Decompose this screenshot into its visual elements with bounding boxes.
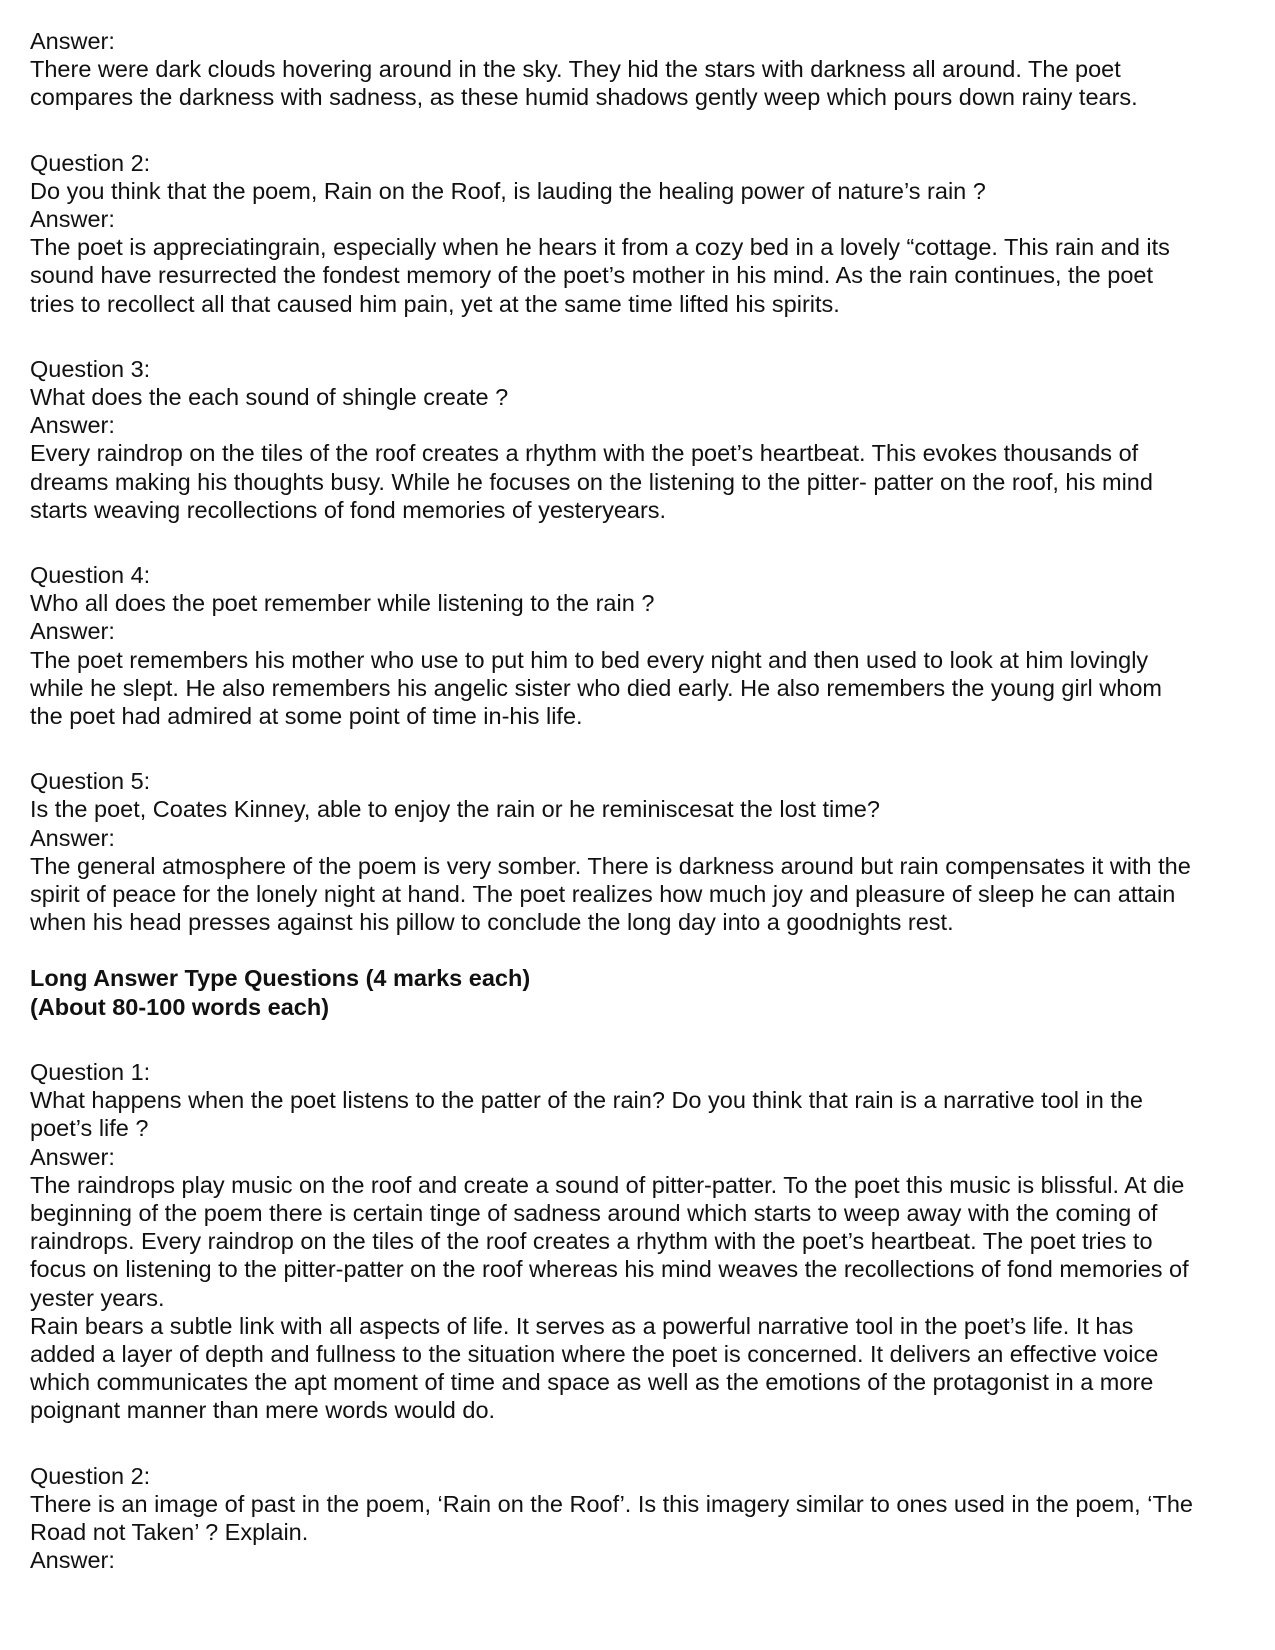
question-text-line: poet’s life ? xyxy=(30,1115,149,1142)
spacer xyxy=(30,524,1255,561)
spacer xyxy=(30,936,1255,964)
answer-text-line: compares the darkness with sadness, as these humid shadows gently weep which pours down rainy tears. xyxy=(30,84,1138,111)
qa-block-question-4 xyxy=(30,561,1255,730)
intro-answer xyxy=(30,27,1255,112)
question-text-line: Who all does the poet remember while listening to the rain ? xyxy=(30,590,655,617)
answer-label: Answer: xyxy=(30,1143,115,1170)
answer-text-line: The poet is appreciatingrain, especially when he hears it from a cozy bed in a lovely “cottage. This rain and its xyxy=(30,234,1170,261)
spacer xyxy=(30,1021,1255,1058)
spacer xyxy=(30,730,1255,767)
question-label: Question 4: xyxy=(30,562,151,589)
question-text-line: Road not Taken’ ? Explain. xyxy=(30,1518,309,1545)
spacer xyxy=(30,112,1255,149)
answer-label: Answer: xyxy=(30,824,115,851)
answer-text-line: Rain bears a subtle link with all aspects of life. It serves as a powerful narrative tool in the poet’s life. It has xyxy=(30,1312,1134,1339)
qa-block-question-2 xyxy=(30,149,1255,318)
question-label: Question 1: xyxy=(30,1058,151,1085)
answer-text-line: the poet had admired at some point of time in-his life. xyxy=(30,703,583,730)
qa-block-question-5 xyxy=(30,767,1255,936)
answer-label: Answer: xyxy=(30,618,115,645)
answer-text-line: The raindrops play music on the roof and create a sound of pitter-patter. To the poet this music is blissful. At die xyxy=(30,1171,1185,1198)
answer-text-line: Every raindrop on the tiles of the roof creates a rhythm with the poet’s heartbeat. This evokes thousands of xyxy=(30,440,1139,467)
answer-text-line: beginning of the poem there is certain tinge of sadness around which starts to weep away with the coming of xyxy=(30,1199,1158,1226)
answer-label: Answer: xyxy=(30,1547,115,1574)
answer-text-line: raindrops. Every raindrop on the tiles of the roof creates a rhythm with the poet’s heartbeat. The poet tries to xyxy=(30,1228,1153,1255)
section-heading xyxy=(30,964,1255,1020)
question-label: Question 3: xyxy=(30,355,151,382)
qa-block-long-question-1 xyxy=(30,1058,1255,1425)
answer-text-line: spirit of peace for the lonely night at hand. The poet realizes how much joy and pleasure of sleep he can attain xyxy=(30,881,1176,908)
document-page xyxy=(30,27,1255,1574)
answer-text-line: dreams making his thoughts busy. While he focuses on the listening to the pitter- patter on the roof, his mind xyxy=(30,468,1153,495)
answer-text-line: yester years. xyxy=(30,1284,165,1311)
answer-text-line: added a layer of depth and fullness to the situation where the poet is concerned. It delivers an effective voice xyxy=(30,1340,1159,1367)
spacer xyxy=(30,1425,1255,1462)
answer-text-line: sound have resurrected the fondest memory of the poet’s mother in his mind. As the rain continues, the poet xyxy=(30,262,1153,289)
answer-text-line: when his head presses against his pillow to conclude the long day into a goodnights rest. xyxy=(30,909,954,936)
answer-label: Answer: xyxy=(30,28,115,54)
answer-text-line: poignant manner than mere words would do. xyxy=(30,1397,496,1424)
section-heading-line: Long Answer Type Questions (4 marks each) xyxy=(30,965,531,992)
answer-text-line: while he slept. He also remembers his angelic sister who died early. He also remembers the young girl whom xyxy=(30,674,1162,701)
question-label: Question 2: xyxy=(30,149,151,176)
question-text-line: There is an image of past in the poem, ‘Rain on the Roof’. Is this imagery similar to ones used in the poem, ‘The xyxy=(30,1490,1193,1517)
section-heading-line: (About 80-100 words each) xyxy=(30,993,330,1020)
qa-block-long-question-2 xyxy=(30,1462,1255,1575)
qa-block-question-3 xyxy=(30,355,1255,524)
answer-label: Answer: xyxy=(30,412,115,439)
question-text-line: Is the poet, Coates Kinney, able to enjoy the rain or he reminiscesat the lost time? xyxy=(30,796,880,823)
answer-label: Answer: xyxy=(30,206,115,233)
question-label: Question 2: xyxy=(30,1462,151,1489)
question-text-line: What happens when the poet listens to the patter of the rain? Do you think that rain is a narrative tool in the xyxy=(30,1087,1144,1114)
answer-text-line: starts weaving recollections of fond memories of yesteryears. xyxy=(30,496,667,523)
question-text-line: Do you think that the poem, Rain on the Roof, is lauding the healing power of nature’s rain ? xyxy=(30,177,986,204)
answer-text-line: There were dark clouds hovering around in the sky. They hid the stars with darkness all around. The poet xyxy=(30,56,1121,83)
question-text-line: What does the each sound of shingle create ? xyxy=(30,384,509,411)
answer-text-line: The general atmosphere of the poem is very somber. There is darkness around but rain compensates it with the xyxy=(30,852,1191,879)
answer-text-line: focus on listening to the pitter-patter on the roof whereas his mind weaves the recollections of fond memories of xyxy=(30,1256,1189,1283)
spacer xyxy=(30,318,1255,355)
answer-text-line: which communicates the apt moment of time and space as well as the emotions of the protagonist in a more xyxy=(30,1369,1154,1396)
question-label: Question 5: xyxy=(30,768,151,795)
answer-text-line: The poet remembers his mother who use to put him to bed every night and then used to look at him lovingly xyxy=(30,646,1149,673)
answer-text-line: tries to recollect all that caused him pain, yet at the same time lifted his spirits. xyxy=(30,290,840,317)
